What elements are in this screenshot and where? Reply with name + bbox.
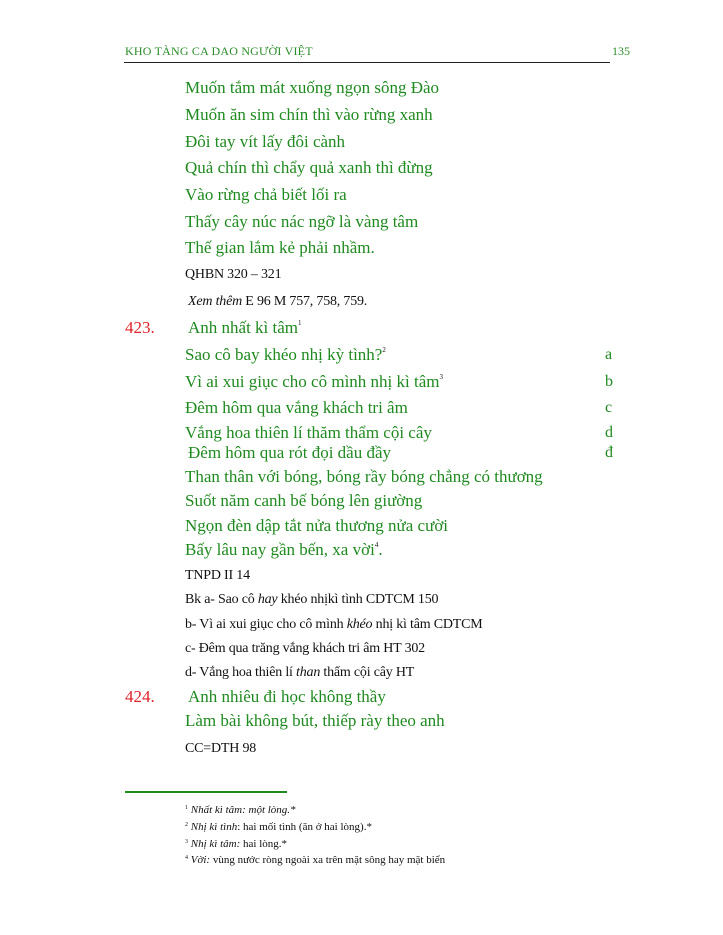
footnote-number: 3 [185, 839, 188, 845]
footnote [185, 854, 445, 866]
footnote-term: Nhị kì tâm: [190, 838, 241, 850]
verse-text: Bấy lâu nay gần bến, xa vời [185, 540, 375, 559]
variant-text: d- Vắng hoa thiên lí [185, 665, 297, 680]
footnote-ref: 4 [374, 541, 379, 549]
footnote [185, 838, 287, 850]
footnote [185, 821, 372, 833]
footnote-term: Nhất kì tâm: một lòng.* [190, 804, 296, 816]
variant-text: b- Vì ai xui giục cho cô mình [185, 617, 347, 632]
verse-line: Muốn tắm mát xuống ngọn sông Đào [185, 78, 440, 97]
verse-line: Đôi tay vít lấy đôi cành [185, 132, 346, 151]
footnote-number: 4 [185, 855, 188, 861]
line-tag: b [605, 373, 613, 390]
verse-line: Ngọn đèn dập tắt nửa thương nửa cười [185, 516, 449, 535]
footnote-text: vùng nước ròng ngoài xa trên mặt sông hay mặt biển [210, 854, 446, 866]
source-citation: QHBN 320 – 321 [185, 267, 282, 282]
verse-line: Đêm hôm qua rót đọi dầu đầy [188, 443, 392, 462]
verse-line: Quả chín thì chẩy quả xanh thì đừng [185, 158, 433, 177]
source-citation: TNPD II 14 [185, 568, 250, 583]
see-also-note [188, 294, 367, 310]
verse-line: Suốt năm canh bế bóng lên giường [185, 491, 423, 510]
verse-text: Anh nhất kì tâm [188, 318, 299, 337]
header-rule [124, 62, 610, 63]
variant-line [185, 665, 414, 681]
footnote-number: 2 [185, 822, 188, 828]
source-citation: CC=DTH 98 [185, 741, 257, 756]
verse-line: Đêm hôm qua vắng khách tri âm [185, 398, 408, 417]
see-also-label: Xem thêm [188, 294, 242, 309]
footnote-term: Nhị kì tình [190, 821, 238, 833]
variant-line [185, 641, 425, 657]
verse-line [185, 372, 443, 392]
verse-end: . [378, 540, 383, 559]
footnote-ref: 3 [439, 373, 443, 381]
verse-line: Vào rừng chả biết lối ra [185, 185, 347, 204]
variant-line [185, 592, 438, 608]
variant-italic: hay [257, 592, 278, 607]
verse-text: Vì ai xui giục cho cô mình nhị kì tâm [185, 372, 440, 391]
variant-text: c- Đêm qua trăng vắng khách tri âm HT 302 [185, 641, 425, 656]
footnote-text: : hai mối tình (ăn ở hai lòng).* [237, 821, 372, 833]
variant-italic: khéo [346, 617, 373, 632]
see-also-refs: E 96 M 757, 758, 759. [242, 294, 368, 309]
variant-line [185, 617, 483, 633]
verse-line: Anh nhiêu đi học không thầy [188, 687, 386, 706]
line-tag: c [605, 399, 613, 416]
footnote [185, 804, 296, 816]
variant-italic: than [296, 665, 321, 680]
verse-line [185, 540, 383, 560]
verse-line: Thế gian lắm kẻ phải nhầm. [185, 238, 375, 257]
footnote-ref: 1 [298, 319, 302, 327]
verse-text: Sao cô bay khéo nhị kỳ tình? [185, 345, 383, 364]
line-tag: a [605, 346, 613, 363]
variant-text: nhị kì tâm CDTCM [372, 617, 483, 632]
verse-line [188, 318, 302, 338]
verse-line [185, 345, 386, 365]
footnote-number: 1 [185, 805, 188, 811]
verse-line: Than thân với bóng, bóng rầy bóng chẳng có thương [185, 467, 543, 486]
page-number: 135 [612, 44, 630, 58]
footnote-text: hai lòng.* [240, 838, 287, 850]
footnote-term: Vời: [190, 854, 211, 866]
verse-line: Thấy cây núc nác ngỡ là vàng tâm [185, 212, 419, 231]
verse-line: Làm bài không bút, thiếp rày theo anh [185, 711, 445, 730]
footnote-rule [125, 791, 287, 793]
verse-line: Muốn ăn sim chín thì vào rừng xanh [185, 105, 433, 124]
variant-text: thẩm cội cây HT [320, 665, 415, 680]
line-tag: d [605, 424, 613, 441]
line-tag: đ [605, 444, 613, 461]
running-header: KHO TÀNG CA DAO NGƯỜI VIỆT [125, 44, 313, 58]
verse-line: Vắng hoa thiên lí thăm thẩm cội cây [185, 423, 432, 442]
variant-text: khéo nhịkì tình CDTCM 150 [277, 592, 439, 607]
entry-number: 423. [125, 318, 155, 337]
entry-number: 424. [125, 687, 155, 706]
footnote-ref: 2 [382, 346, 386, 354]
variant-text: Bk a- Sao cô [185, 592, 258, 607]
